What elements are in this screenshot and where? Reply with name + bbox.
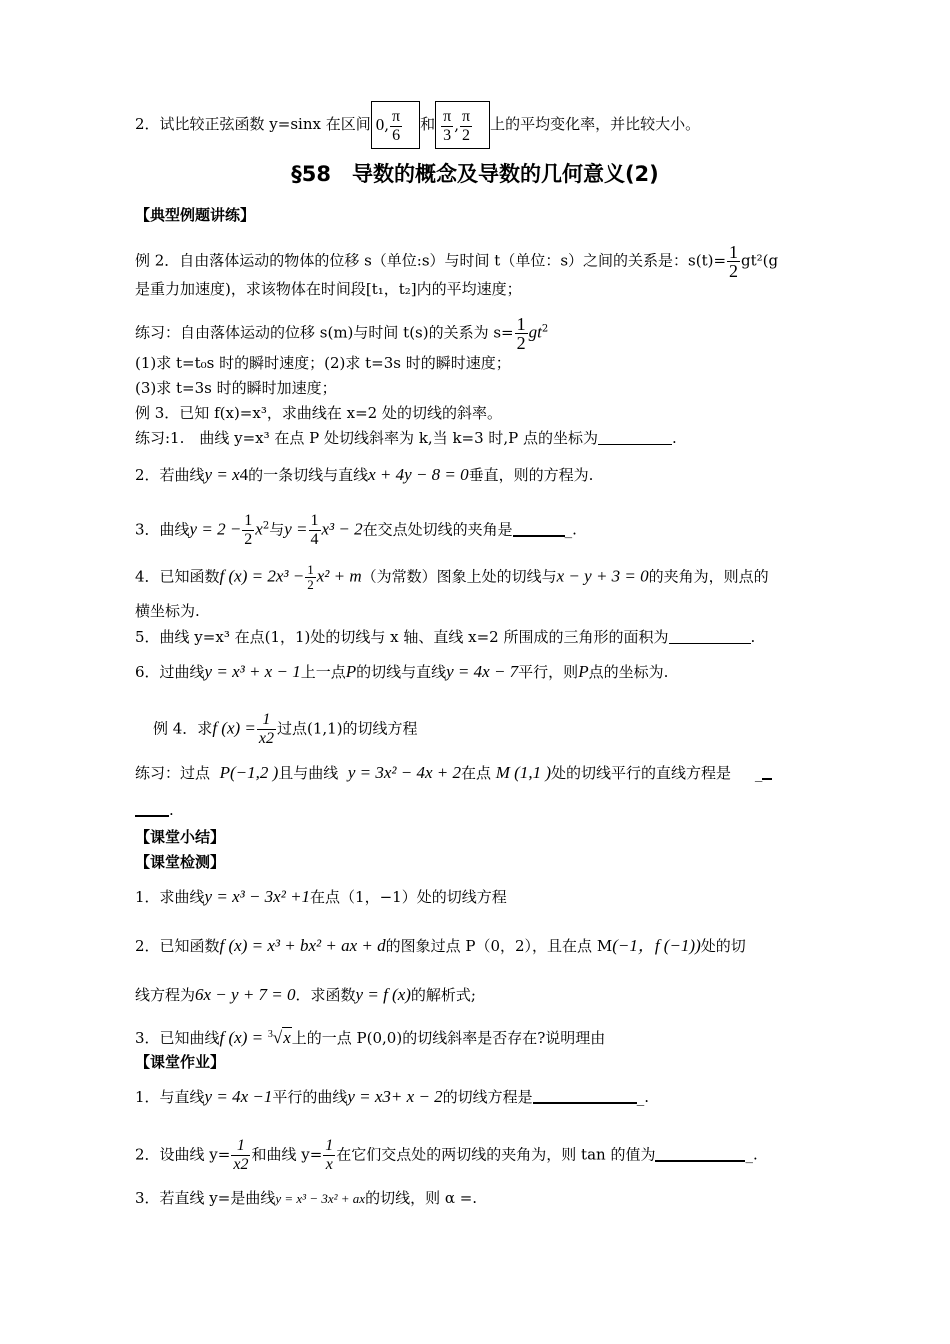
exercise-3: 3．曲线y = 2 − $\frac{1}{2}$ $x^2$与y = $\frac{1}{4}$ x³ − 2在交点处切线的夹角是 _. (135, 512, 577, 548)
interval-2: $\frac{\pi}{3}$ , $\frac{\pi}{2}$ (435, 101, 477, 149)
homework-1: 1．与直线y = 4x −1平行的曲线y = x3+ x − 2的切线方程是 _. (135, 1087, 649, 1106)
heading-examples: 【典型例题讲练】 (135, 206, 256, 224)
test-2: 2．已知函数f (x) = x³ + bx² + ax + d的图象过点 P（0，2），且在点 M(−1，f (−1))处的切 (135, 936, 746, 955)
exercise-6: 6．过曲线y = x³ + x − 1上一点P的切线与直线y = 4x − 7平行，则P点的坐标为. (135, 662, 669, 681)
heading-test: 【课堂检测】 (135, 853, 226, 871)
example-2-line-2: 是重力加速度)，求该物体在时间段[t₁，t₂]内的平均速度； (135, 280, 522, 298)
exercise-2: 2．若曲线y = x4的一条切线与直线x + 4y − 8 = 0垂直，则的方程为. (135, 465, 594, 484)
exercise-5: 5．曲线 y=x³ 在点(1，1)处的切线与 x 轴、直线 x=2 所围成的三角形的面积为 . (135, 628, 756, 646)
practice-4: 练习：过点 P(−1,2 )且与曲线 y = 3x² − 4x + 2在点 M (1,1 )处的切线平行的直线方程是 _ (135, 763, 772, 783)
homework-3: 3．若直线 y=是曲线y = x³ − 3x² + ax的切线，则 α =. (135, 1189, 478, 1207)
practice-line: 练习：自由落体运动的位移 s(m)与时间 t(s)的关系为 s= $\frac{1}{2}$ $gt^2$ (135, 314, 549, 353)
exercise-1: 练习:1. 曲线 y=x³ 在点 P 处切线斜率为 k,当 k=3 时,P 点的坐标为 . (135, 429, 677, 447)
practice-sub-3: (3)求 t=3s 时的瞬时加速度； (135, 379, 337, 397)
heading-summary: 【课堂小结】 (135, 828, 226, 846)
problem-2-text: 2．试比较正弦函数 y=sinx 在区间 (135, 115, 371, 133)
problem-2-line: 2．试比较正弦函数 y=sinx 在区间 0, $\frac{\pi}{6}$ 和 $\frac{\pi}{3}$ , $\frac{\pi}{2}$ 上的平均变化率，并比较大小。 (135, 101, 700, 149)
exercise-4: 4．已知函数f (x) = 2x³ − $\frac{1}{2}$ x² + m（为常数）图象上处的切线与x − y + 3 = 0的夹角为，则点的 (135, 562, 769, 592)
heading-homework: 【课堂作业】 (135, 1053, 226, 1071)
test-3: 3．已知曲线f (x) = $^3$√x上的一点 P(0,0)的切线斜率是否存在?说明理由 (135, 1028, 606, 1047)
example-3: 例 3．已知 f(x)=x³，求曲线在 x=2 处的切线的斜率。 (135, 404, 502, 422)
example-2-line: 例 2．自由落体运动的物体的位移 s（单位:s）与时间 t（单位：s）之间的关系是：s(t)= $\frac{1}{2}$ gt²(g (135, 242, 779, 281)
test-2-line-2: 线方程为6x − y + 7 = 0．求函数y = f (x)的解析式; (135, 985, 476, 1004)
exercise-4-line-2: 横坐标为. (135, 602, 200, 620)
homework-2: 2．设曲线 y= $\frac{1}{x2}$ 和曲线 y= $\frac{1}{x}$ 在它们交点处的两切线的夹角为，则 tan 的值为 _. (135, 1137, 758, 1173)
example-4: 例 4．求f (x) = $\frac{1}{x2}$ 过点(1,1)的切线方程 (153, 711, 418, 747)
test-1: 1．求曲线y = x³ − 3x² +1在点（1，−1）处的切线方程 (135, 887, 507, 906)
section-title: §58 导数的概念及导数的几何意义(2) (291, 162, 659, 186)
practice-4-answer: . (135, 800, 174, 820)
interval-1: 0, $\frac{\pi}{6}$ (371, 101, 407, 149)
practice-sub-1: (1)求 t=t₀s 时的瞬时速度；(2)求 t=3s 时的瞬时速度； (135, 354, 511, 372)
